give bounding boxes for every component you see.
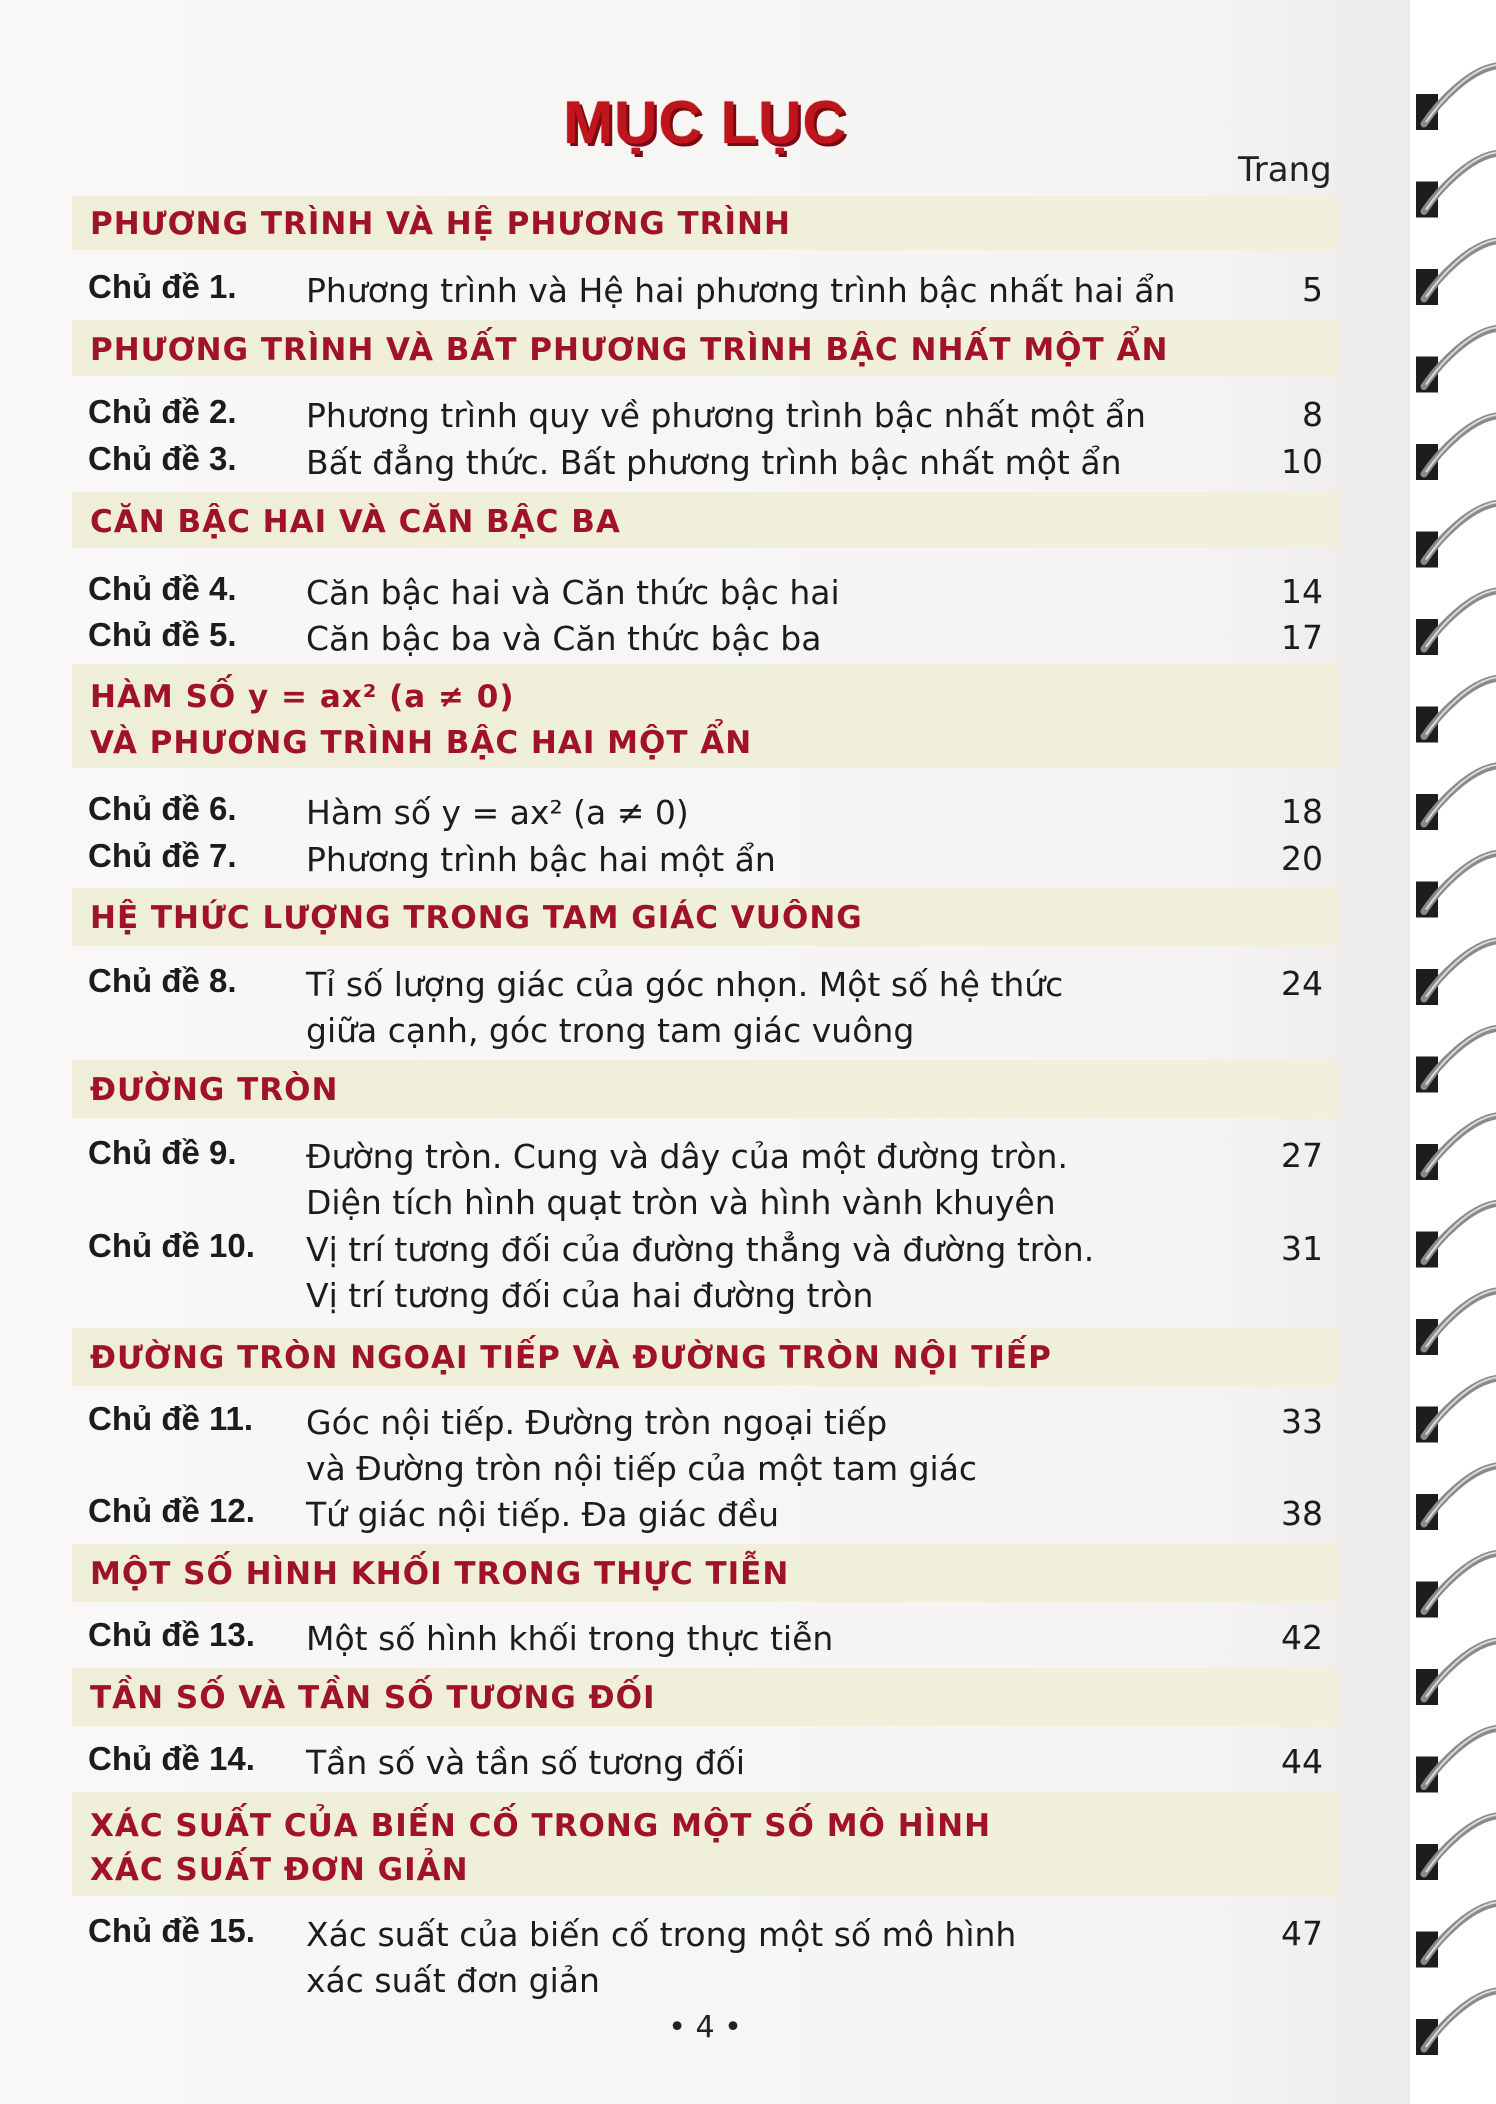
page-number: 20: [1281, 839, 1323, 878]
page-number: 33: [1281, 1402, 1323, 1441]
section-heading: ĐƯỜNG TRÒN NGOẠI TIẾP VÀ ĐƯỜNG TRÒN NỘI TIẾP: [72, 1328, 1338, 1386]
section-heading: PHƯƠNG TRÌNH VÀ HỆ PHƯƠNG TRÌNH: [72, 196, 1338, 250]
topic-label: Chủ đề 3.: [88, 440, 237, 477]
topic-title: Góc nội tiếp. Đường tròn ngoại tiếp: [306, 1403, 888, 1442]
page-number: 27: [1281, 1136, 1323, 1175]
topic-title-continued: giữa cạnh, góc trong tam giác vuông: [306, 1011, 915, 1050]
topic-title-continued: Diện tích hình quạt tròn và hình vành khuyên: [306, 1183, 1056, 1222]
topic-label: Chủ đề 9.: [88, 1134, 237, 1171]
page-footer-number: • 4 •: [668, 2010, 742, 2045]
section-heading: HỆ THỨC LƯỢNG TRONG TAM GIÁC VUÔNG: [72, 888, 1338, 946]
topic-title: Tứ giác nội tiếp. Đa giác đều: [306, 1495, 780, 1534]
page-title: MỤC LỤC: [563, 89, 847, 156]
page-column-label: Trang: [1238, 150, 1332, 190]
topic-label: Chủ đề 14.: [88, 1740, 255, 1777]
section-heading: MỘT SỐ HÌNH KHỐI TRONG THỰC TIỄN: [72, 1544, 1338, 1602]
topic-title: Phương trình và Hệ hai phương trình bậc nhất hai ẩn: [306, 271, 1176, 310]
topic-title: Đường tròn. Cung và dây của một đường tròn.: [306, 1137, 1068, 1176]
page-number: 5: [1302, 270, 1323, 309]
page-number: 18: [1281, 792, 1323, 831]
section-heading: CĂN BẬC HAI VÀ CĂN BẬC BA: [72, 492, 1338, 548]
topic-title: Bất đẳng thức. Bất phương trình bậc nhất một ẩn: [306, 443, 1122, 482]
page-number: 38: [1281, 1494, 1323, 1533]
page-number: 24: [1281, 964, 1323, 1003]
topic-label: Chủ đề 1.: [88, 268, 237, 305]
page-number: 14: [1281, 572, 1323, 611]
topic-label: Chủ đề 2.: [88, 393, 237, 430]
section-heading: TẦN SỐ VÀ TẦN SỐ TƯƠNG ĐỐI: [72, 1668, 1338, 1726]
page-number: 10: [1281, 442, 1323, 481]
topic-title: Tỉ số lượng giác của góc nhọn. Một số hệ thức: [306, 965, 1064, 1004]
topic-title: Hàm số y = ax² (a ≠ 0): [306, 793, 689, 832]
page-number: 31: [1281, 1229, 1323, 1268]
topic-title: Phương trình bậc hai một ẩn: [306, 840, 776, 879]
topic-label: Chủ đề 5.: [88, 616, 237, 653]
topic-title: Căn bậc hai và Căn thức bậc hai: [306, 573, 840, 612]
topic-title-continued: xác suất đơn giản: [306, 1961, 600, 2000]
topic-title: Tần số và tần số tương đối: [306, 1743, 746, 1782]
topic-label: Chủ đề 15.: [88, 1912, 255, 1949]
section-heading: PHƯƠNG TRÌNH VÀ BẤT PHƯƠNG TRÌNH BẬC NHẤT MỘT ẨN: [72, 320, 1338, 376]
topic-title: Căn bậc ba và Căn thức bậc ba: [306, 619, 822, 658]
topic-label: Chủ đề 6.: [88, 790, 237, 827]
topic-title: Vị trí tương đối của đường thẳng và đường tròn.: [306, 1230, 1095, 1269]
topic-label: Chủ đề 12.: [88, 1492, 255, 1529]
topic-label: Chủ đề 11.: [88, 1400, 254, 1437]
page-number: 42: [1281, 1618, 1323, 1657]
topic-label: Chủ đề 7.: [88, 837, 237, 874]
page-number: 17: [1281, 618, 1323, 657]
topic-title: Xác suất của biến cố trong một số mô hình: [306, 1915, 1017, 1954]
page-number: 44: [1281, 1742, 1323, 1781]
section-heading: XÁC SUẤT CỦA BIẾN CỐ TRONG MỘT SỐ MÔ HÌNH XÁC SUẤT ĐƠN GIẢN: [72, 1792, 1338, 1896]
topic-title-continued: Vị trí tương đối của hai đường tròn: [306, 1276, 874, 1315]
topic-title: Một số hình khối trong thực tiễn: [306, 1619, 834, 1658]
spiral-binding: [1410, 0, 1496, 2104]
topic-label: Chủ đề 13.: [88, 1616, 255, 1653]
topic-title: Phương trình quy về phương trình bậc nhất một ẩn: [306, 396, 1146, 435]
topic-title-continued: và Đường tròn nội tiếp của một tam giác: [306, 1449, 978, 1488]
topic-label: Chủ đề 8.: [88, 962, 237, 999]
topic-label: Chủ đề 4.: [88, 570, 237, 607]
section-heading: ĐƯỜNG TRÒN: [72, 1060, 1338, 1118]
page-number: 47: [1281, 1914, 1323, 1953]
page-number: 8: [1302, 395, 1323, 434]
topic-label: Chủ đề 10.: [88, 1227, 255, 1264]
section-heading: HÀM SỐ y = ax² (a ≠ 0) VÀ PHƯƠNG TRÌNH BẬC HAI MỘT ẨN: [72, 664, 1338, 768]
